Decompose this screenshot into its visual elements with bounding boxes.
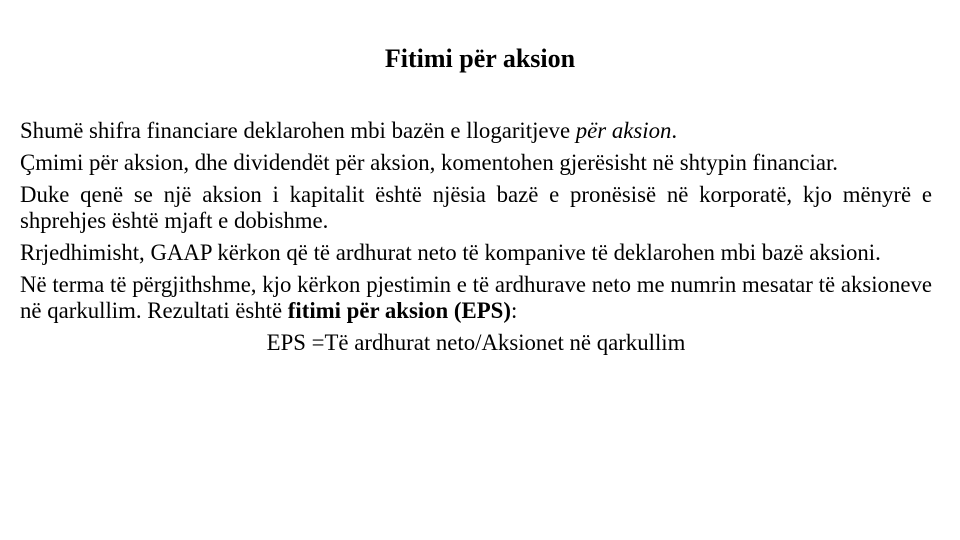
paragraph-5-bold: fitimi për aksion (EPS)	[287, 298, 511, 323]
slide-title: Fitimi për aksion	[384, 44, 576, 73]
slide-body	[20, 118, 932, 356]
paragraph-1-italic: për aksion	[575, 118, 672, 143]
eps-formula: EPS =Të ardhurat neto/Aksionet në qarkullim	[266, 330, 686, 355]
paragraph-1-end: .	[671, 118, 678, 143]
paragraph-3: Duke qenë se një aksion i kapitalit është njësia bazë e pronësisë në korporatë, kjo mënyrë e shprehjes është mjaft e dobishme.	[20, 182, 932, 233]
paragraph-1	[20, 118, 932, 144]
paragraph-5	[20, 272, 932, 324]
paragraph-1-text: Shumë shifra financiare deklarohen mbi bazën e llogaritjeve	[20, 118, 576, 143]
paragraph-4: Rrjedhimisht, GAAP kërkon që të ardhurat neto të kompanive të deklarohen mbi bazë aksioni.	[20, 240, 881, 265]
paragraph-5-text: Në terma të përgjithshme, kjo kërkon pjestimin e të ardhurave neto me numrin mesatar të aksioneve në qarkullim. Rezultati është	[20, 272, 932, 323]
paragraph-2: Çmimi për aksion, dhe dividendët për aksion, komentohen gjerësisht në shtypin financiar.	[20, 150, 838, 175]
paragraph-5-end: :	[510, 298, 518, 323]
